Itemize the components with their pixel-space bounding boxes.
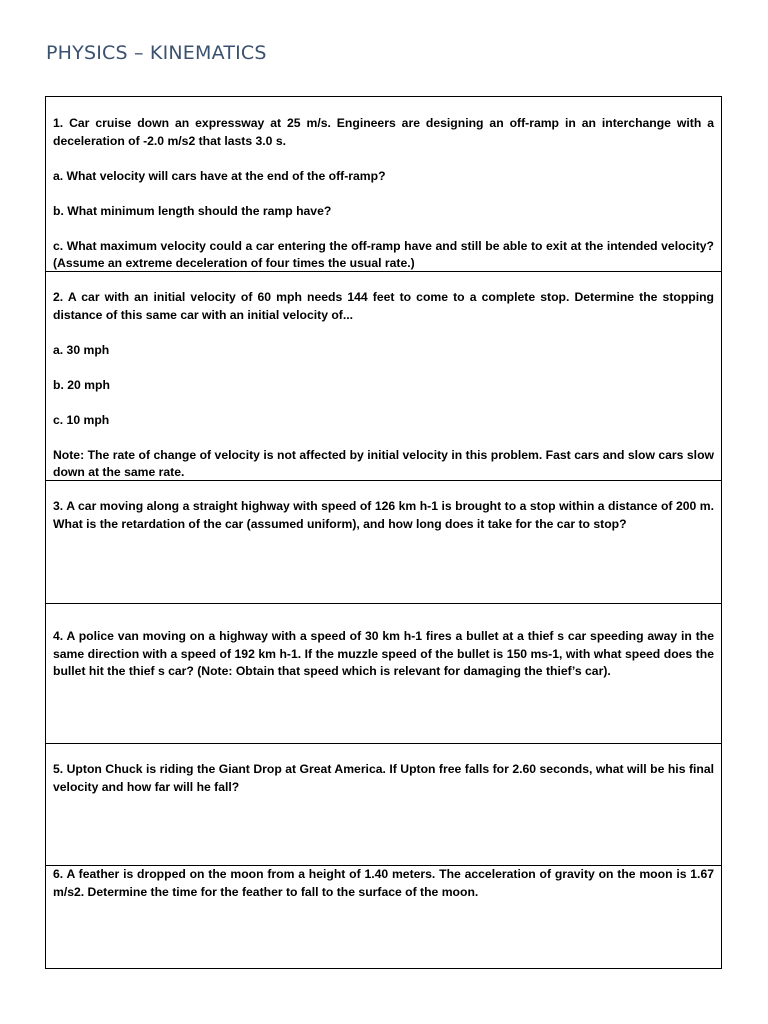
question-2-cell bbox=[46, 272, 721, 481]
question-2-text: 2. A car with an initial velocity of 60 mph needs 144 feet to come to a complete stop. Determine the stopping distance of this same car with an initial velocity of... bbox=[53, 290, 714, 322]
question-4-text: 4. A police van moving on a highway with a speed of 30 km h-1 fires a bullet at a thief s car speeding away in the same direction with a speed of 192 km h-1. If the muzzle speed of the bullet is 150 ms-1, with what speed does the bullet hit the thief s car? (Note: Obtain that speed which is relevant for damaging the thief’s car). bbox=[53, 629, 714, 678]
question-table bbox=[45, 96, 722, 969]
question-2-part-b: b. 20 mph bbox=[53, 377, 110, 392]
question-1-part-b: b. What minimum length should the ramp have? bbox=[53, 203, 332, 218]
question-4-cell bbox=[46, 604, 721, 744]
question-3-text: 3. A car moving along a straight highway with speed of 126 km h-1 is brought to a stop within a distance of 200 m. What is the retardation of the car (assumed uniform), and how long does it take for the car to stop? bbox=[53, 499, 714, 531]
question-1-text: 1. Car cruise down an expressway at 25 m/s. Engineers are designing an off-ramp in an interchange with a deceleration of -2.0 m/s2 that lasts 3.0 s. bbox=[53, 116, 714, 148]
question-2-part-c: c. 10 mph bbox=[53, 412, 110, 427]
question-5-text: 5. Upton Chuck is riding the Giant Drop at Great America. If Upton free falls for 2.60 seconds, what will be his final velocity and how far will he fall? bbox=[53, 762, 714, 794]
question-6-cell bbox=[46, 866, 721, 970]
question-1-cell bbox=[46, 97, 721, 272]
question-6-text: 6. A feather is dropped on the moon from a height of 1.40 meters. The acceleration of gravity on the moon is 1.67 m/s2. Determine the time for the feather to fall to the surface of the moon. bbox=[53, 867, 714, 899]
question-2-part-a: a. 30 mph bbox=[53, 342, 110, 357]
page-title: PHYSICS – KINEMATICS bbox=[46, 42, 267, 64]
question-1-part-a: a. What velocity will cars have at the end of the off-ramp? bbox=[53, 168, 386, 183]
question-5-cell bbox=[46, 744, 721, 866]
question-2-note: Note: The rate of change of velocity is not affected by initial velocity in this problem. Fast cars and slow cars slow down at the same rate. bbox=[53, 447, 714, 479]
question-1-part-c: c. What maximum velocity could a car entering the off-ramp have and still be able to exit at the intended velocity? (Assume an extreme deceleration of four times the usual rate.) bbox=[53, 238, 714, 270]
question-3-cell bbox=[46, 481, 721, 604]
